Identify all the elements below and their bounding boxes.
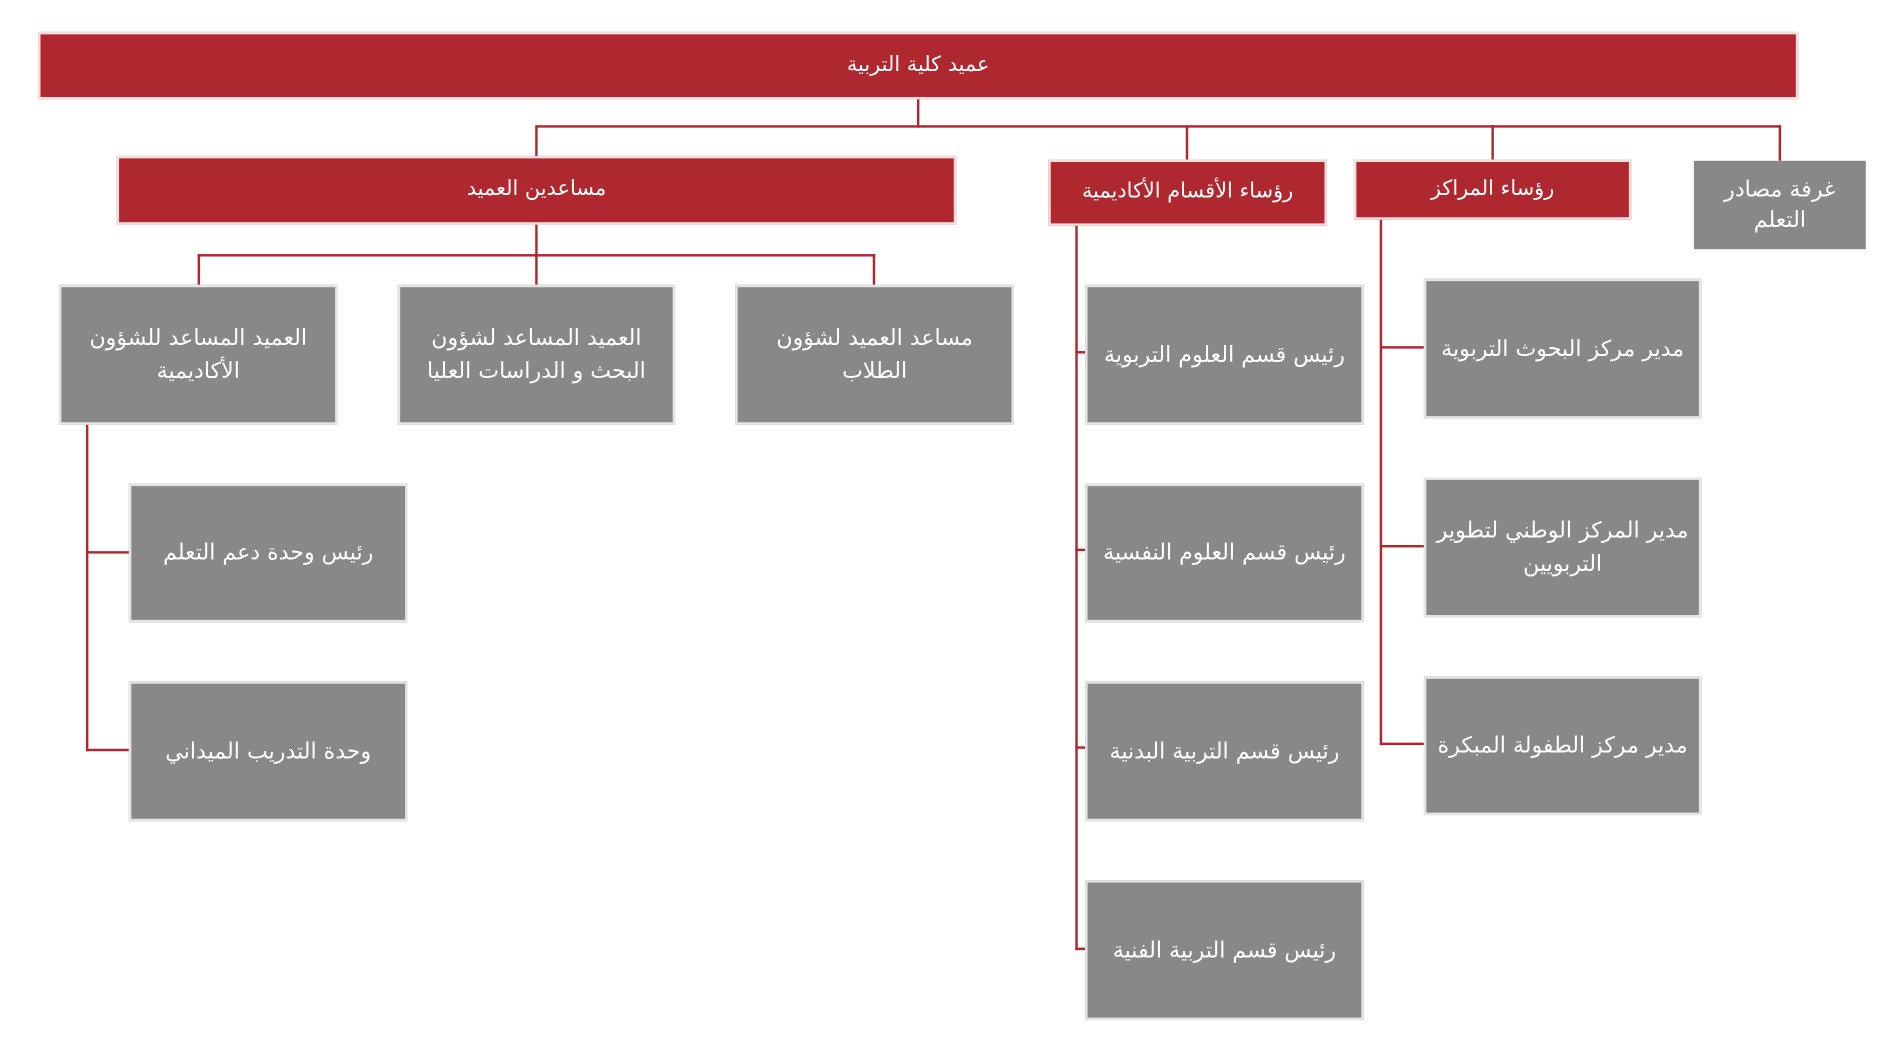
connector [1491, 125, 1493, 159]
connector [1380, 743, 1424, 745]
dept-educational-sciences-box: رئيس قسم العلوم التربوية [1085, 285, 1364, 425]
learning-support-unit-box: رئيس وحدة دعم التعلم [129, 484, 408, 623]
connector [86, 749, 129, 751]
connector [873, 254, 875, 285]
connector [1075, 351, 1085, 353]
dept-art-education-box: رئيس قسم التربية الفنية [1085, 880, 1364, 1020]
connector [917, 98, 919, 127]
assistants-box: مساعدين العميد [117, 156, 957, 225]
learning-resources-box: غرفة مصادر التعلم [1694, 161, 1866, 249]
connector [1186, 125, 1188, 159]
center-national-development-box: مدير المركز الوطني لتطوير التربويين [1424, 477, 1701, 617]
connector [1779, 125, 1781, 161]
connector [1380, 346, 1424, 348]
connector [198, 254, 200, 285]
connector [86, 423, 88, 751]
connector [1075, 746, 1085, 748]
departments-heads-box: رؤساء الأقسام الأكاديمية [1048, 160, 1327, 226]
connector [198, 254, 876, 256]
connector [536, 125, 1781, 127]
connector [1380, 218, 1382, 745]
connector [1075, 549, 1085, 551]
center-educational-research-box: مدير مركز البحوث التربوية [1424, 279, 1701, 419]
assistant-students-box: مساعد العميد لشؤون الطلاب [735, 285, 1014, 425]
dept-psychology-box: رئيس قسم العلوم النفسية [1085, 484, 1364, 623]
field-training-unit-box: وحدة التدريب الميداني [129, 681, 408, 821]
connector [535, 125, 537, 157]
center-early-childhood-box: مدير مركز الطفولة المبكرة [1424, 676, 1701, 815]
connector [1075, 948, 1085, 950]
connector [1380, 545, 1424, 547]
connector [86, 551, 129, 553]
dept-physical-education-box: رئيس قسم التربية البدنية [1085, 681, 1364, 821]
dean-box: عميد كلية التربية [38, 32, 1798, 100]
centers-heads-box: رؤساء المراكز [1354, 160, 1631, 220]
assistant-academic-box: العميد المساعد للشؤون الأكاديمية [59, 285, 338, 425]
connector [1075, 225, 1077, 950]
assistant-research-box: العميد المساعد لشؤون البحث و الدراسات العليا [398, 285, 675, 425]
